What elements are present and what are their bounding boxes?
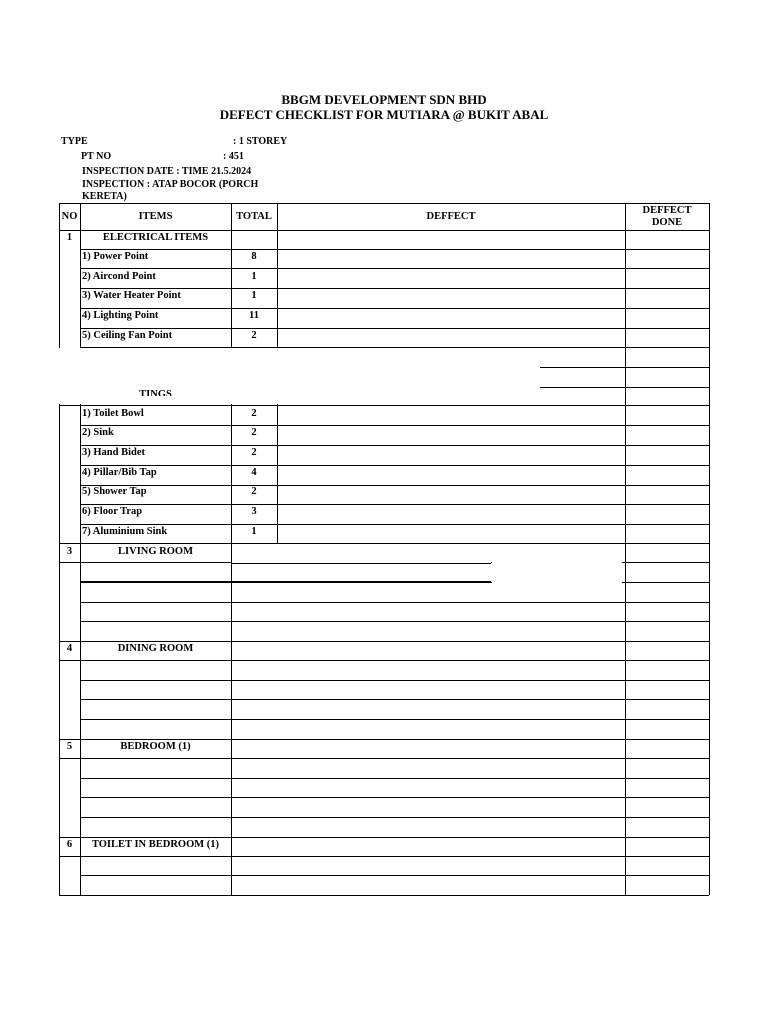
- row-line: [80, 308, 709, 309]
- row-line: [232, 563, 491, 564]
- item-name: 7) Aluminium Sink: [82, 526, 168, 537]
- row-line: [80, 485, 709, 486]
- company-name: BBGM DEVELOPMENT SDN BHD: [281, 92, 487, 107]
- item-name: 4) Lighting Point: [82, 310, 159, 321]
- section-title-living-room: LIVING ROOM: [118, 546, 193, 557]
- section-title-dining-room: DINING ROOM: [117, 643, 194, 654]
- section-number: 4: [66, 643, 73, 654]
- section-number: 3: [66, 546, 73, 557]
- row-line: [80, 249, 709, 250]
- row-line: [80, 680, 709, 681]
- item-name: 1) Toilet Bowl: [82, 408, 144, 419]
- section-title-fittings: TINGS: [139, 389, 172, 396]
- inspection-note-line2: KERETA): [82, 191, 127, 202]
- col-divider-defect: [625, 203, 626, 895]
- row-line: [59, 543, 709, 544]
- item-name: 3) Water Heater Point: [82, 290, 181, 301]
- row-line: [80, 445, 709, 446]
- row-line: [59, 758, 709, 759]
- col-divider-items: [231, 203, 232, 895]
- item-name: 3) Hand Bidet: [82, 447, 146, 458]
- header-defect: DEFFECT: [426, 211, 476, 222]
- item-total: 1: [251, 290, 257, 301]
- row-line: [80, 328, 709, 329]
- header-items: ITEMS: [138, 211, 173, 222]
- row-line: [80, 425, 709, 426]
- row-line: [59, 641, 709, 642]
- row-line: [80, 524, 709, 525]
- section-title-bedroom: BEDROOM (1): [120, 741, 191, 752]
- item-name: 5) Shower Tap: [82, 486, 147, 497]
- row-line: [80, 621, 709, 622]
- type-label: TYPE: [61, 136, 88, 147]
- row-line: [80, 288, 709, 289]
- render-gap: [540, 348, 625, 366]
- row-line: [80, 817, 709, 818]
- header-done-line2: DONE: [651, 217, 683, 228]
- item-total: 2: [251, 330, 257, 341]
- item-total: 2: [251, 486, 257, 497]
- row-line: [59, 856, 709, 857]
- table-right-border: [709, 203, 710, 895]
- inspection-note-line1: INSPECTION : ATAP BOCOR (PORCH: [82, 179, 259, 190]
- row-line: [80, 602, 709, 603]
- row-line: [80, 778, 709, 779]
- header-done-line1: DEFFECT: [642, 205, 692, 216]
- render-gap: [492, 561, 622, 583]
- section-number: 5: [66, 741, 73, 752]
- item-total: 4: [251, 467, 257, 478]
- item-total: 11: [249, 310, 259, 321]
- section-title-electrical: ELECTRICAL ITEMS: [102, 232, 209, 243]
- item-name: 5) Ceiling Fan Point: [82, 330, 173, 341]
- item-name: 2) Aircond Point: [82, 271, 156, 282]
- row-line: [80, 581, 491, 582]
- row-line: [59, 660, 709, 661]
- row-line: [80, 699, 709, 700]
- header-total: TOTAL: [236, 211, 272, 222]
- row-line: [80, 875, 709, 876]
- item-total: 2: [251, 408, 257, 419]
- item-name: 4) Pillar/Bib Tap: [82, 467, 157, 478]
- row-line: [80, 797, 709, 798]
- inspection-date: INSPECTION DATE : TIME 21.5.2024: [82, 166, 252, 177]
- item-name: 1) Power Point: [82, 251, 149, 262]
- item-total: 1: [251, 271, 257, 282]
- type-value: : 1 STOREY: [233, 136, 288, 147]
- header-no: NO: [61, 211, 78, 222]
- render-gap: [540, 368, 625, 386]
- row-line: [80, 465, 709, 466]
- section-number: 6: [66, 839, 73, 850]
- row-line: [80, 719, 709, 720]
- pt-label: PT NO: [81, 151, 112, 162]
- row-line: [59, 405, 709, 406]
- row-line: [59, 837, 709, 838]
- pt-value: : 451: [223, 151, 244, 162]
- row-line: [80, 504, 709, 505]
- table-top-border: [59, 203, 709, 204]
- item-total: 2: [251, 427, 257, 438]
- section-title-toilet-bedroom: TOILET IN BEDROOM (1): [91, 839, 220, 850]
- row-line: [59, 230, 709, 231]
- document-title: DEFECT CHECKLIST FOR MUTIARA @ BUKIT ABAL: [219, 107, 549, 122]
- item-name: 6) Floor Trap: [82, 506, 143, 517]
- row-line: [80, 268, 709, 269]
- item-total: 8: [251, 251, 257, 262]
- item-total: 3: [251, 506, 257, 517]
- row-line: [59, 739, 709, 740]
- section-number: 1: [66, 232, 73, 243]
- item-name: 2) Sink: [82, 427, 114, 438]
- table-bottom-border: [59, 895, 709, 896]
- item-total: 2: [251, 447, 257, 458]
- item-total: 1: [251, 526, 257, 537]
